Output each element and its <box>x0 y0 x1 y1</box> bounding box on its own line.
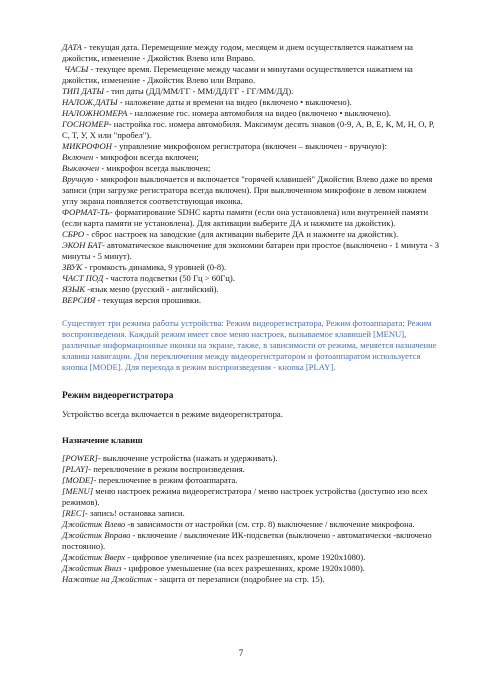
key-text: - цифровое уменьшение (на всех разрешениях, кроме 1920x1080). <box>121 563 365 573</box>
setting-text: - наложение гос. номера автомобиля на видео (включено • выключено). <box>127 108 392 118</box>
setting-reset <box>62 229 442 240</box>
section-intro: Устройство всегда включается в режиме видеорегистратора. <box>62 409 283 419</box>
key-text: - цифровое увеличение (на всех разрешениях, кроме 1920x1080). <box>125 552 366 562</box>
key-term: Джойстик Вверх <box>62 552 126 562</box>
setting-format <box>62 207 442 229</box>
setting-plate-number <box>62 119 442 141</box>
key-joystick-up <box>62 552 442 563</box>
setting-sound <box>62 262 442 273</box>
setting-microphone <box>62 141 442 152</box>
keys-title: Назначение клавиш <box>62 435 143 445</box>
setting-text: - наложение даты и времени на видео (включено • выключено). <box>117 97 352 107</box>
key-play <box>62 464 442 475</box>
setting-term: ЧАСЫ <box>64 64 89 74</box>
setting-flicker <box>62 273 442 284</box>
setting-text: - громкость динамика, 9 уровней (0-8). <box>82 262 227 272</box>
key-term: Джойстик Вниз <box>62 563 122 573</box>
key-term: [REC] <box>62 508 85 518</box>
setting-term: НАЛОЖНОМЕРА <box>62 108 128 118</box>
key-menu <box>62 486 442 508</box>
setting-term: Выключен <box>62 163 100 173</box>
setting-battery-saver <box>62 240 442 262</box>
key-text: - включение / выключение ИК-подсветки (выключено - автоматически -включено постоянно). <box>62 530 432 551</box>
key-term: Нажатие на Джойстик <box>62 574 153 584</box>
key-text: - переключение в режим фотоаппарата. <box>93 475 238 485</box>
setting-date-overlay <box>62 97 442 108</box>
setting-term: ВЕРСИЯ <box>62 295 96 305</box>
page-number: 7 <box>238 648 244 658</box>
key-term: [MODE] <box>62 475 94 485</box>
setting-text: - частота подсветки (50 Гц > 60Гц). <box>103 273 235 283</box>
setting-text: - микрофон выключается и включается "горячей клавишей" Джойстик Влево даже во время записи (при загрузке регистратора всегда включен). При выключенном микрофоне в левом нижнем углу экрана появляется соответствующая иконка. <box>62 174 433 206</box>
key-term: Джойстик Влево <box>62 519 126 529</box>
setting-version <box>62 295 442 306</box>
setting-term: ГОСНОМЕР <box>62 119 109 129</box>
setting-text: - настройка гос. номера автомобиля. Максимум десять знаков (0-9, А, В, Е, К, М, Н, О, Р, С, Т, У, Х или "пробел"). <box>62 119 435 140</box>
setting-text: - автоматическое выключение для экономии батареи при простое (выключено - 1 минута - 3 минуты - 5 минут). <box>62 240 440 261</box>
setting-term: МИКРОФОН <box>62 141 112 151</box>
setting-term: ЯЗЫК <box>62 284 86 294</box>
modes-note: Существует три режима работы устройства: Режим видеорегистратора, Режим фотоаппарата; Режим воспроизведения. Каждый режим имеет свое меню настроек, вызываемое клавишей [MENU], различные информационные иконки на экране, также, в зависимости от режима, меняется назначение клавиш навигации. Для переключения между видеорегистратором и фотоаппаратом используется кнопка [MODE]. Для перехода в режим воспроизведения - кнопка [PLAY]. <box>62 318 437 372</box>
setting-text: - текущее время. Перемещение между часами и минутами осуществляется нажатием на джойстик, изменение - Джойстик Влево или Вправо. <box>62 64 413 85</box>
setting-text: - текущая версия прошивки. <box>95 295 201 305</box>
key-rec <box>62 508 442 519</box>
key-term: [POWER] <box>62 453 98 463</box>
key-term: [PLAY] <box>62 464 89 474</box>
setting-term: ФОРМАТ-ТЬ <box>62 207 110 217</box>
setting-term: ТИП ДАТЫ <box>62 86 105 96</box>
setting-plate-overlay <box>62 108 442 119</box>
setting-language <box>62 284 442 295</box>
setting-term: Вручную <box>62 174 94 184</box>
key-joystick-right <box>62 530 442 552</box>
setting-text: - форматирование SDHC карты памяти (если она установлена) или внутренней памяти (если карта памяти не установлена). Для активации выберите ДА и нажмите на джойстик). <box>62 207 429 228</box>
key-text: - защита от перезаписи (подробнее на стр. 15). <box>152 574 325 584</box>
setting-term: ЭКОН БАТ <box>62 240 103 250</box>
key-text: - запись! остановка записи. <box>84 508 185 518</box>
setting-text: - текущая дата. Перемещение между годом, месяцем и днем осуществляется нажатием на джойстик, изменение - Джойстик Влево или Вправо. <box>62 42 413 63</box>
setting-text: - управление микрофоном регистратора (включен – выключен - вручную): <box>111 141 387 151</box>
setting-text: - микрофон всегда выключен; <box>99 163 211 173</box>
key-joystick-down <box>62 563 442 574</box>
key-text: меню настроек режима видеорегистратора / меню настроек устройства (доступно изо всех режимов). <box>62 486 428 507</box>
setting-term: НАЛОЖ.ДАТЫ <box>62 97 118 107</box>
key-text: -в зависимости от настройки (см. стр. 8) выключение / включение микрофона. <box>125 519 415 529</box>
section-title: Режим видеорегистратора <box>62 391 174 401</box>
setting-term: ЗВУК <box>62 262 83 272</box>
setting-date-type <box>62 86 442 97</box>
setting-mic-on <box>62 152 442 163</box>
keys-list <box>62 453 442 585</box>
key-joystick-left <box>62 519 442 530</box>
setting-mic-manual <box>62 174 442 207</box>
setting-text: -язык меню (русский - английский). <box>85 284 219 294</box>
setting-text: - тип даты (ДД/ММ/ГГ - ММ/ДД/ГГ - ГГ/ММ/ДД). <box>104 86 294 96</box>
key-text: - переключение в режим воспроизведения. <box>88 464 245 474</box>
key-joystick-press <box>62 574 442 585</box>
key-text: - выключение устройства (нажать и удерживать). <box>97 453 278 463</box>
setting-date <box>62 42 442 64</box>
setting-term: ЧАСТ ПОД <box>62 273 104 283</box>
setting-term: Включен <box>62 152 94 162</box>
setting-text: - сброс настроек на заводские (для активации выберите ДА и нажмите на джойстик). <box>84 229 399 239</box>
setting-term: ДАТА <box>62 42 82 52</box>
key-mode <box>62 475 442 486</box>
settings-list <box>62 42 442 306</box>
key-term: Джойстик Вправо <box>62 530 131 540</box>
page-content <box>62 42 442 585</box>
key-power <box>62 453 442 464</box>
setting-mic-off <box>62 163 442 174</box>
setting-clock <box>62 64 442 86</box>
setting-term: СБРО <box>62 229 85 239</box>
key-term: [MENU] <box>62 486 94 496</box>
setting-text: - микрофон всегда включен; <box>93 152 199 162</box>
